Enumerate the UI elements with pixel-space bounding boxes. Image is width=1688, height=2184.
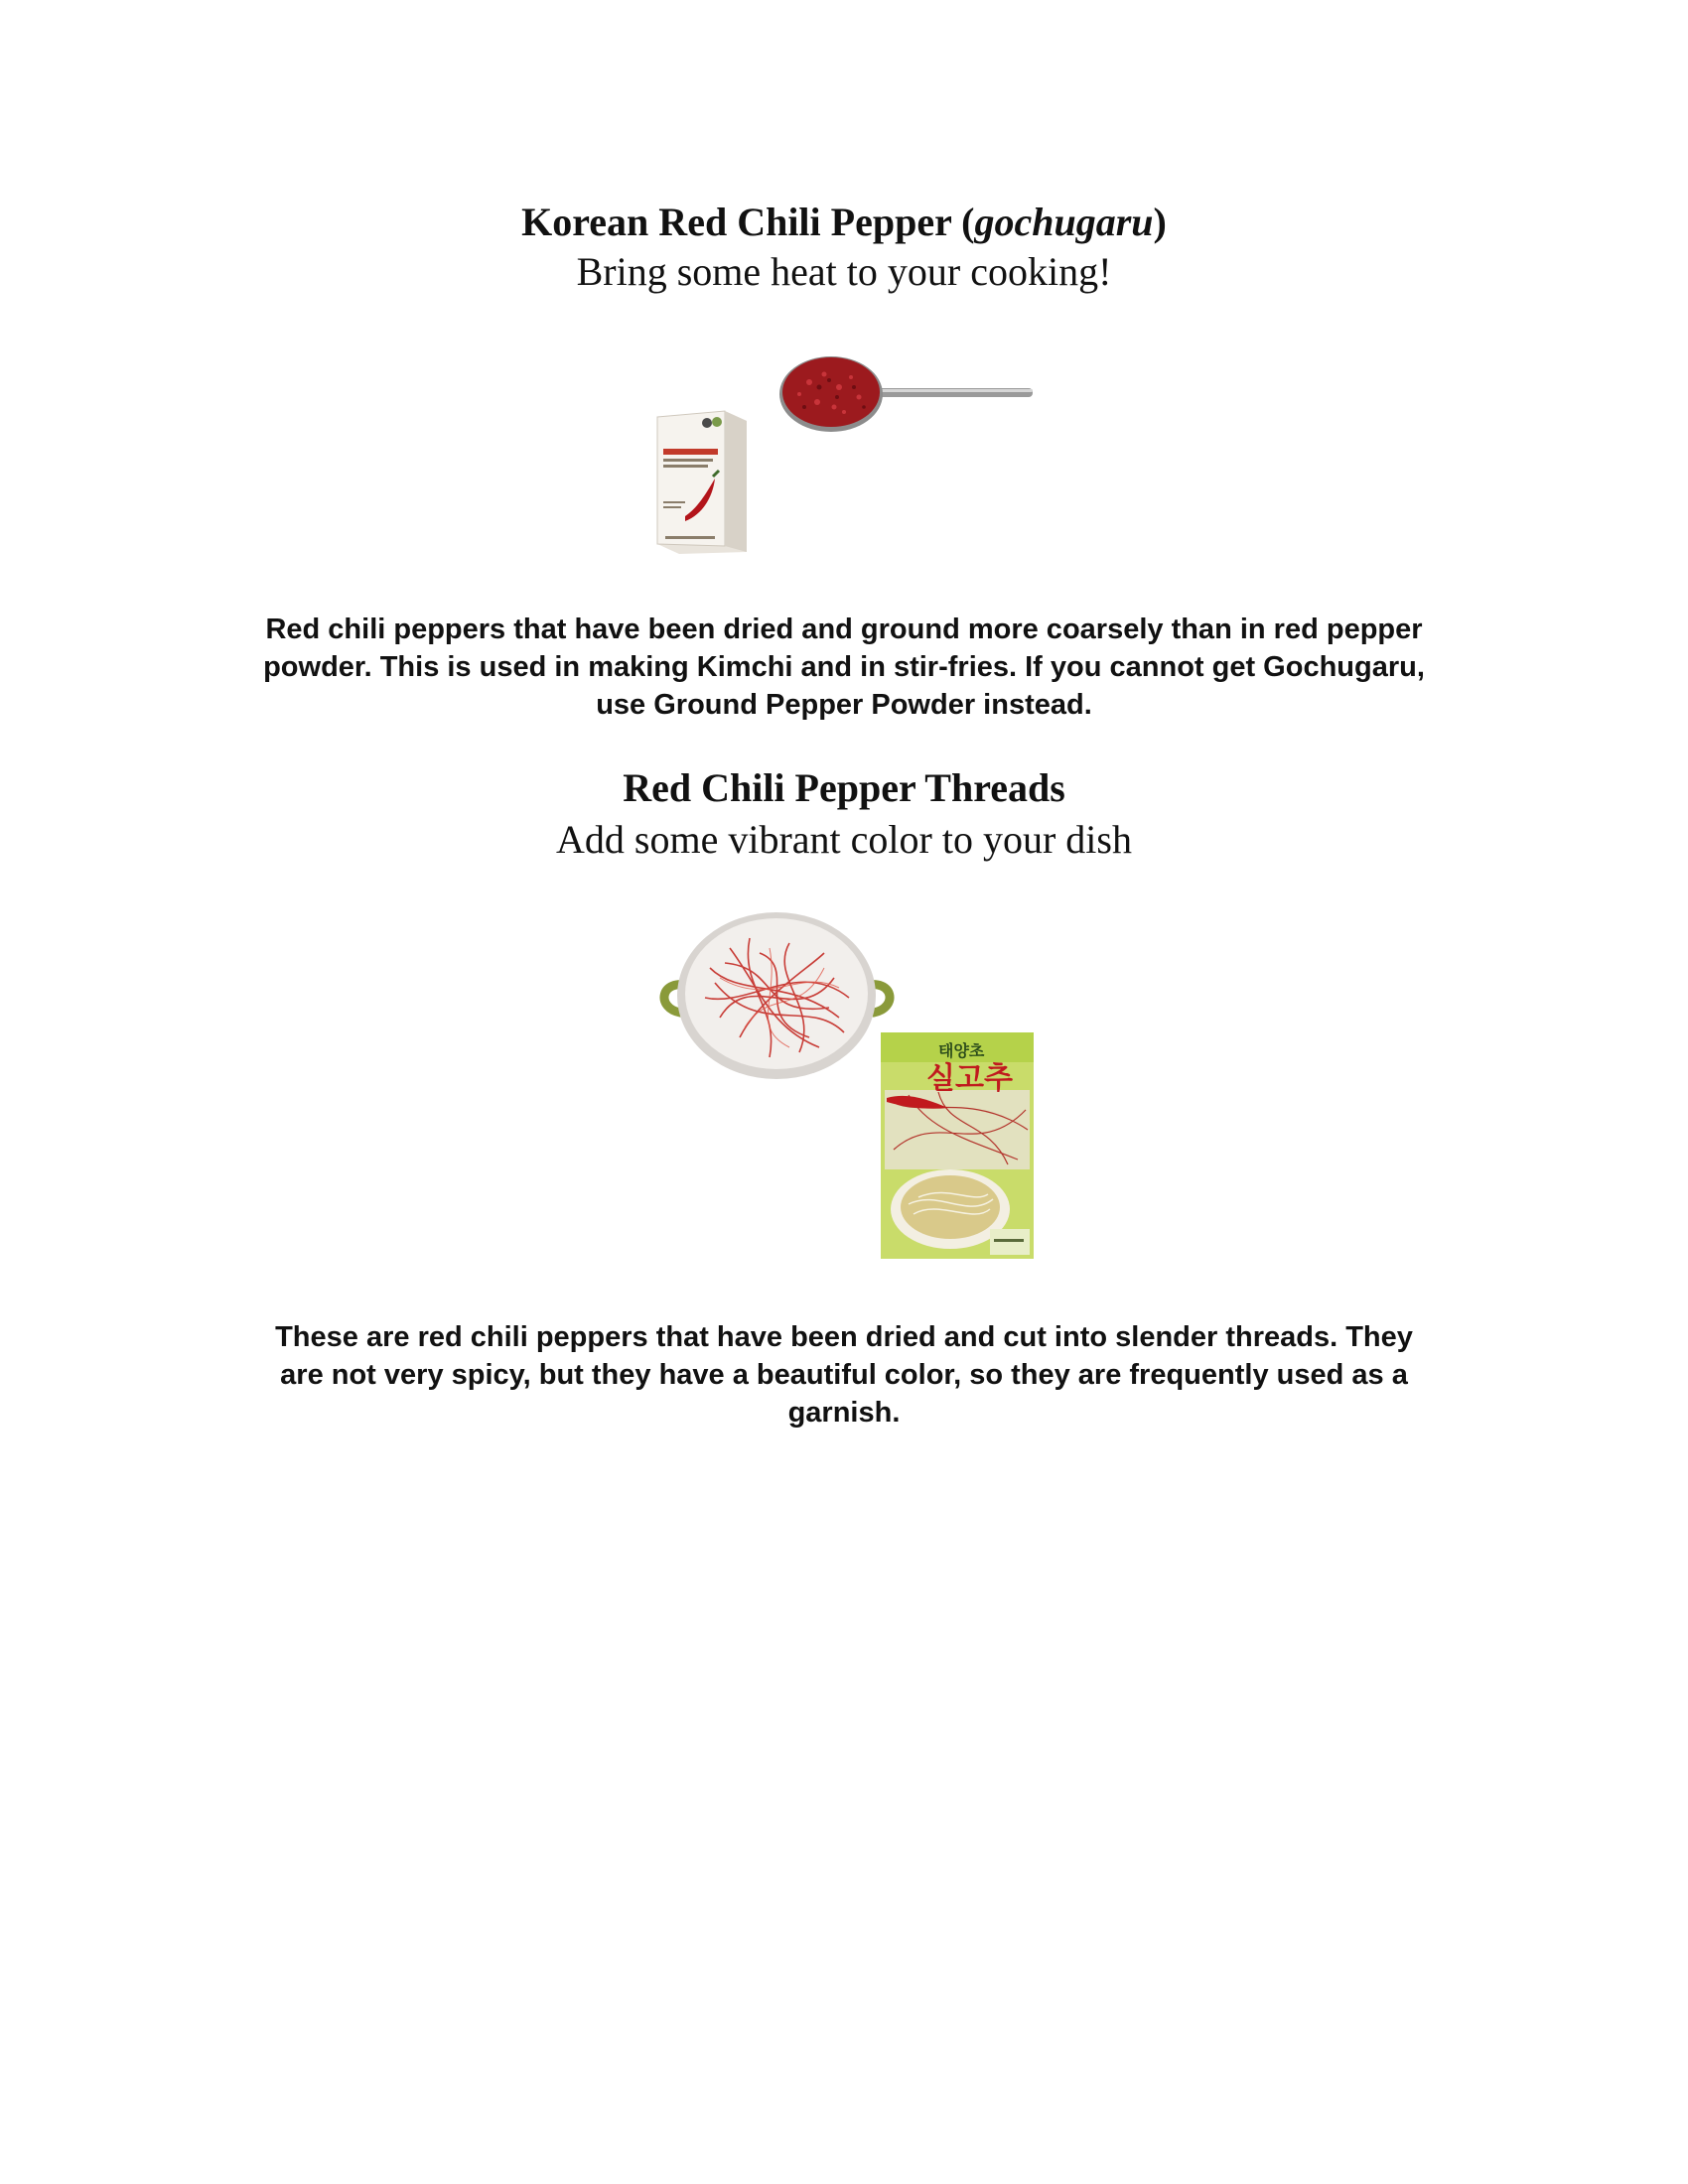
- description-line: powder. This is used in making Kimchi and in stir-fries. If you cannot get Gochugaru,: [263, 651, 1425, 683]
- description-line: Red chili peppers that have been dried and ground more coarsely than in red pepper: [265, 614, 1423, 645]
- description-line: are not very spicy, but they have a beautiful color, so they are frequently used as a: [280, 1359, 1408, 1391]
- section2-description: [209, 1318, 1479, 1432]
- chili-threads-package-image: [879, 1030, 1036, 1261]
- description-line: garnish.: [787, 1397, 901, 1429]
- gochugaru-box-image: [655, 407, 750, 556]
- svg-text:태양초: 태양초: [938, 1041, 985, 1060]
- title-text: Korean Red Chili Pepper (: [521, 200, 975, 244]
- chili-threads-bowl-image: [650, 908, 904, 1082]
- title-italic: gochugaru: [974, 200, 1154, 244]
- gochugaru-spoon-image: [779, 352, 1038, 442]
- section2-subtitle: Add some vibrant color to your dish: [556, 817, 1132, 862]
- description-line: use Ground Pepper Powder instead.: [596, 689, 1092, 721]
- section1-subtitle: Bring some heat to your cooking!: [576, 249, 1112, 294]
- section1-description: [209, 611, 1479, 724]
- section2-title: Red Chili Pepper Threads: [623, 765, 1065, 810]
- title-end: ): [1153, 200, 1167, 244]
- section1-title: [0, 199, 1688, 246]
- package-korean-label: 실고추: [926, 1061, 1013, 1096]
- description-line: These are red chili peppers that have been dried and cut into slender threads. They: [275, 1321, 1413, 1353]
